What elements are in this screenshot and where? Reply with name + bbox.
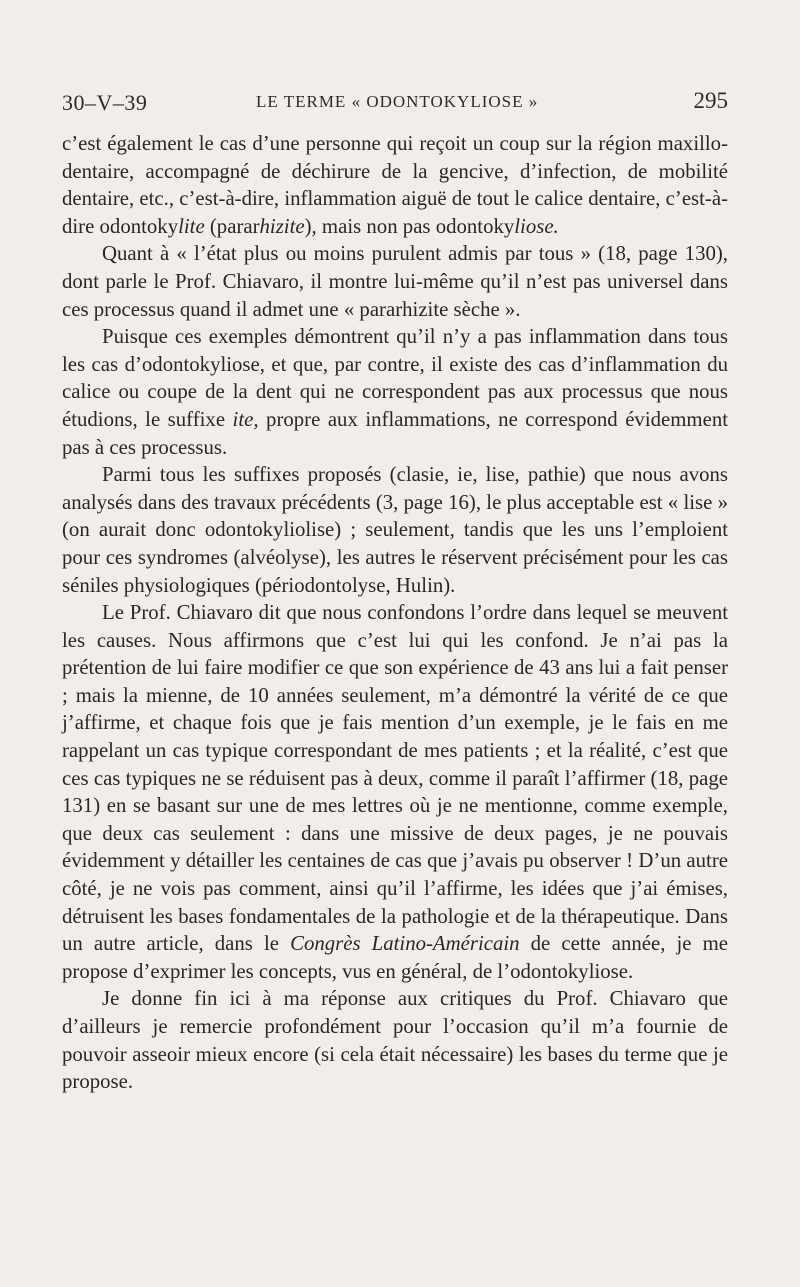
paragraph [62, 461, 728, 599]
italic-text: liose. [514, 214, 559, 238]
header-date: 30–V–39 [62, 90, 148, 115]
italic-text: ite, [232, 407, 259, 431]
text-run: propre aux inflammations, ne correspond évidemment pas à ces processus. [62, 407, 728, 459]
page-number: 295 [693, 88, 728, 113]
italic-text: Congrès Latino-Américain [290, 932, 520, 956]
running-header [62, 88, 728, 124]
text-run: de cette année, je me propose d’exprimer les concepts, vus en général, de l’odontokyliose. [62, 932, 728, 983]
paragraph [62, 323, 728, 461]
text-run: c’est également le cas d’une personne qui reçoit un coup sur la région maxillo-dentaire, accompagné de déchirure de la gencive, d’infection, de mobilité dentaire, etc., c’est-à-dire, inflammation aiguë de tout le calice dentaire, c’est-à-dire odontoky [62, 132, 728, 238]
italic-text: lite [178, 214, 205, 238]
text-run: Quant à « l’état plus ou moins purulent admis par tous » (18, page 130), dont parle le Prof. Chiavaro, il montre lui-même qu’il n’est pas universel dans ces processus quand il admet une « pararhizite sèche ». [62, 242, 728, 321]
book-page [62, 88, 728, 1096]
text-run: (parar [204, 214, 260, 238]
text-run: Puisque ces exemples démontrent qu’il n’y a pas inflammation dans tous les cas d’odontokyliose, et que, par contre, il existe des cas d’inflammation du calice ou coupe de la dent qui ne correspondent pas aux processus que nous étudions, le suffixe [62, 325, 728, 431]
body-text [62, 130, 728, 1096]
text-run: Je donne fin ici à ma réponse aux critiques du Prof. Chiavaro que d’ailleurs je remercie profondément pour l’occasion qu’il m’a fournie de pouvoir asseoir mieux encore (si cela était nécessaire) les bases du terme que je propose. [62, 987, 728, 1094]
italic-text: hizite [259, 214, 305, 238]
paragraph [62, 985, 728, 1095]
text-run: Parmi tous les suffixes proposés (clasie, ie, lise, pathie) que nous avons analysés dans des travaux précédents (3, page 16), le plus acceptable est « lise » (on aurait donc odontokyliolise) ; seulement, tandis que les uns l’emploient pour ces syndromes (alvéolyse), les autres le réservent précisément pour les cas séniles physiologiques (périodontolyse, Hulin). [62, 463, 728, 597]
paragraph [62, 599, 728, 985]
text-run: ), mais non pas odontoky [304, 214, 515, 238]
paragraph [62, 240, 728, 323]
paragraph [62, 130, 728, 240]
text-run: Le Prof. Chiavaro dit que nous confondons l’ordre dans lequel se meuvent les causes. Nous affirmons que c’est lui qui les confond. Je n’ai pas la prétention de lui faire modifier ce que son expérience de 43 ans lui a fait penser ; mais la mienne, de 10 années seulement, m’a démontré la vérité de ce que j’affirme, et chaque fois que je fais mention d’un exemple, je le fais en me rappelant un cas typique correspondant de mes patients ; et la réalité, c’est que ces cas typiques ne se réduisent pas à deux, comme il paraît l’affirmer (18, page 131) en se basant sur une de mes lettres où je ne mentionne, comme exemple, que deux cas seulement : dans une missive de deux pages, je ne pouvais évidemment y détailler les centaines de cas que j’avais pu observer ! D’un autre côté, je ne vois pas comment, ainsi qu’il l’affirme, les idées que j’ai émises, détruisent les bases fondamentales de la pathologie et de la thérapeutique. Dans un autre article, dans le [62, 601, 728, 956]
header-title: LE TERME « ODONTOKYLIOSE » [256, 92, 539, 111]
